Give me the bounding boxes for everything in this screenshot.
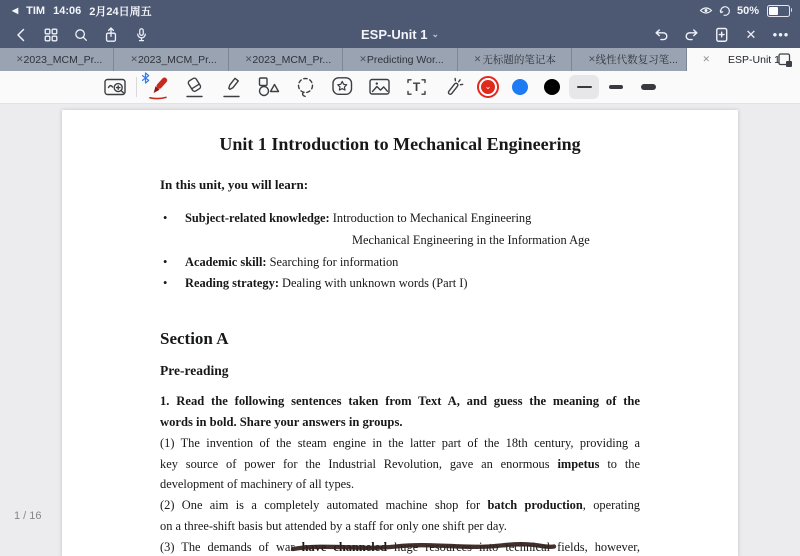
status-left bbox=[0, 3, 152, 19]
tab-bar bbox=[0, 48, 800, 71]
share-button[interactable] bbox=[96, 21, 126, 48]
laser-pointer-tool[interactable] bbox=[435, 73, 472, 101]
more-menu-button[interactable]: ••• bbox=[772, 27, 790, 42]
orientation-lock-icon bbox=[719, 5, 731, 17]
tab-close-icon[interactable]: ✕ bbox=[473, 54, 482, 64]
nav-bar bbox=[0, 21, 800, 48]
highlighter-tool[interactable] bbox=[213, 73, 250, 101]
lasso-tool[interactable] bbox=[287, 73, 324, 101]
tab-label: 2023_MCM_Pr... bbox=[252, 53, 332, 66]
text-tool[interactable] bbox=[398, 73, 435, 101]
note-title-label: ESP-Unit 1 bbox=[360, 27, 428, 42]
text-line: Mechanical Engineering in the Information Age bbox=[352, 232, 590, 247]
section-heading: Section A bbox=[160, 329, 229, 349]
color-red-swatch[interactable] bbox=[472, 73, 504, 101]
bullet-glyph: • bbox=[163, 211, 168, 225]
chevron-down-icon: ⌄ bbox=[431, 29, 439, 39]
nav-left-group bbox=[6, 21, 156, 48]
redo-button[interactable] bbox=[676, 21, 706, 48]
shapes-tool[interactable] bbox=[250, 73, 287, 101]
document-title: Unit 1 Introduction to Mechanical Engineering bbox=[219, 134, 581, 154]
task-instructions bbox=[160, 391, 640, 433]
text-line: (1) The invention of the steam engine in the latter part of the 18th century, providing a bbox=[160, 435, 640, 450]
annotation-toolbar bbox=[0, 71, 800, 104]
back-button[interactable] bbox=[6, 21, 36, 48]
tab-5[interactable] bbox=[572, 48, 686, 71]
bullet-list bbox=[160, 208, 640, 295]
thumbnails-grid-button[interactable] bbox=[36, 21, 66, 48]
text-line: • Reading strategy: Dealing with unknown words (Part I) bbox=[160, 273, 640, 295]
page-indicator: 1 / 16 bbox=[14, 510, 42, 522]
color-blue-swatch[interactable] bbox=[504, 73, 536, 101]
tab-close-icon[interactable]: ✕ bbox=[16, 54, 24, 64]
status-right bbox=[699, 5, 800, 17]
svg-text:T: T bbox=[412, 80, 421, 95]
microphone-button[interactable] bbox=[126, 21, 156, 48]
bullet-glyph: • bbox=[163, 254, 168, 269]
tab-label: 2023_MCM_Pr... bbox=[137, 53, 217, 66]
tab-label: 2023_MCM_Pr... bbox=[23, 53, 103, 66]
clock-label: 14:06 bbox=[53, 4, 82, 17]
add-page-button[interactable] bbox=[706, 21, 736, 48]
tab-label: 无标题的笔记本 bbox=[482, 54, 556, 66]
text-line: (2) One aim is a completely automated machine shop for batch production, operating bbox=[160, 498, 640, 513]
status-bar bbox=[0, 0, 800, 21]
carrier-label: TIM bbox=[26, 4, 46, 17]
document-page-canvas[interactable] bbox=[62, 110, 738, 556]
stroke-width-thin-button[interactable] bbox=[569, 75, 599, 99]
document-body bbox=[62, 110, 738, 556]
text-line: (3) The demands of war have channeled huge resources into technical fields, however, bbox=[160, 539, 640, 554]
color-black-swatch[interactable] bbox=[536, 73, 568, 101]
color-red-selected-ring bbox=[477, 76, 499, 98]
bullet-glyph: • bbox=[163, 276, 168, 291]
tab-label: ESP-Unit 1 bbox=[728, 53, 780, 66]
tab-0[interactable] bbox=[0, 48, 114, 71]
paragraph-block bbox=[160, 433, 640, 556]
nav-right-group bbox=[646, 21, 796, 48]
text-line: 1. Read the following sentences taken from Text A, and guess the meaning of the bbox=[160, 394, 640, 409]
tab-close-icon[interactable]: ✕ bbox=[244, 54, 253, 64]
eye-icon bbox=[699, 5, 713, 16]
battery-icon bbox=[767, 5, 790, 17]
eraser-tool[interactable] bbox=[176, 73, 213, 101]
bluetooth-icon bbox=[141, 72, 150, 84]
date-label: 2月24日周五 bbox=[89, 5, 152, 18]
undo-button[interactable] bbox=[646, 21, 676, 48]
tab-2[interactable] bbox=[229, 48, 343, 71]
color-expand-chevron-icon: ⌄ bbox=[484, 81, 492, 91]
toolbar-divider bbox=[136, 77, 137, 97]
text-line: • Academic skill: Searching for information bbox=[160, 252, 640, 274]
text-line: • Subject-related knowledge: Introduction to Mechanical Engineering bbox=[160, 208, 640, 230]
tab-close-icon[interactable]: ✕ bbox=[702, 54, 711, 64]
tab-4[interactable] bbox=[458, 48, 572, 71]
text-line: key source of power for the Industrial Revolution, gave an enormous impetus to the bbox=[160, 456, 640, 471]
search-button[interactable] bbox=[66, 21, 96, 48]
tab-label: Predicting Wor... bbox=[366, 53, 444, 66]
tab-3[interactable] bbox=[343, 48, 457, 71]
content-area bbox=[0, 104, 800, 556]
tab-close-icon[interactable]: ✕ bbox=[588, 54, 596, 64]
tab-label: 线性代数复习笔... bbox=[595, 54, 678, 66]
image-tool[interactable] bbox=[361, 73, 398, 101]
tab-close-icon[interactable]: ✕ bbox=[359, 54, 367, 64]
stroke-width-thick-button[interactable] bbox=[633, 75, 663, 99]
pen-tool[interactable] bbox=[139, 73, 176, 101]
close-icon[interactable]: ✕ bbox=[745, 27, 757, 42]
subsection-heading: Pre-reading bbox=[160, 363, 229, 379]
zoom-window-tool[interactable] bbox=[97, 73, 134, 101]
tab-1[interactable] bbox=[114, 48, 228, 71]
text-line: on a three-shift basis but attended by a staff for only one shift per day. bbox=[160, 518, 507, 533]
tab-close-icon[interactable]: ✕ bbox=[130, 54, 138, 64]
sticker-tool[interactable] bbox=[324, 73, 361, 101]
text-line: words in bold. Share your answers in groups. bbox=[160, 414, 403, 429]
intro-heading: In this unit, you will learn: bbox=[160, 177, 309, 192]
text-line: development of machinery of all types. bbox=[160, 477, 355, 492]
back-to-app-icon[interactable]: ◀ bbox=[12, 6, 19, 15]
new-note-icon[interactable] bbox=[777, 52, 793, 68]
stroke-width-medium-button[interactable] bbox=[601, 75, 631, 99]
battery-percent-label: 50% bbox=[736, 4, 759, 17]
